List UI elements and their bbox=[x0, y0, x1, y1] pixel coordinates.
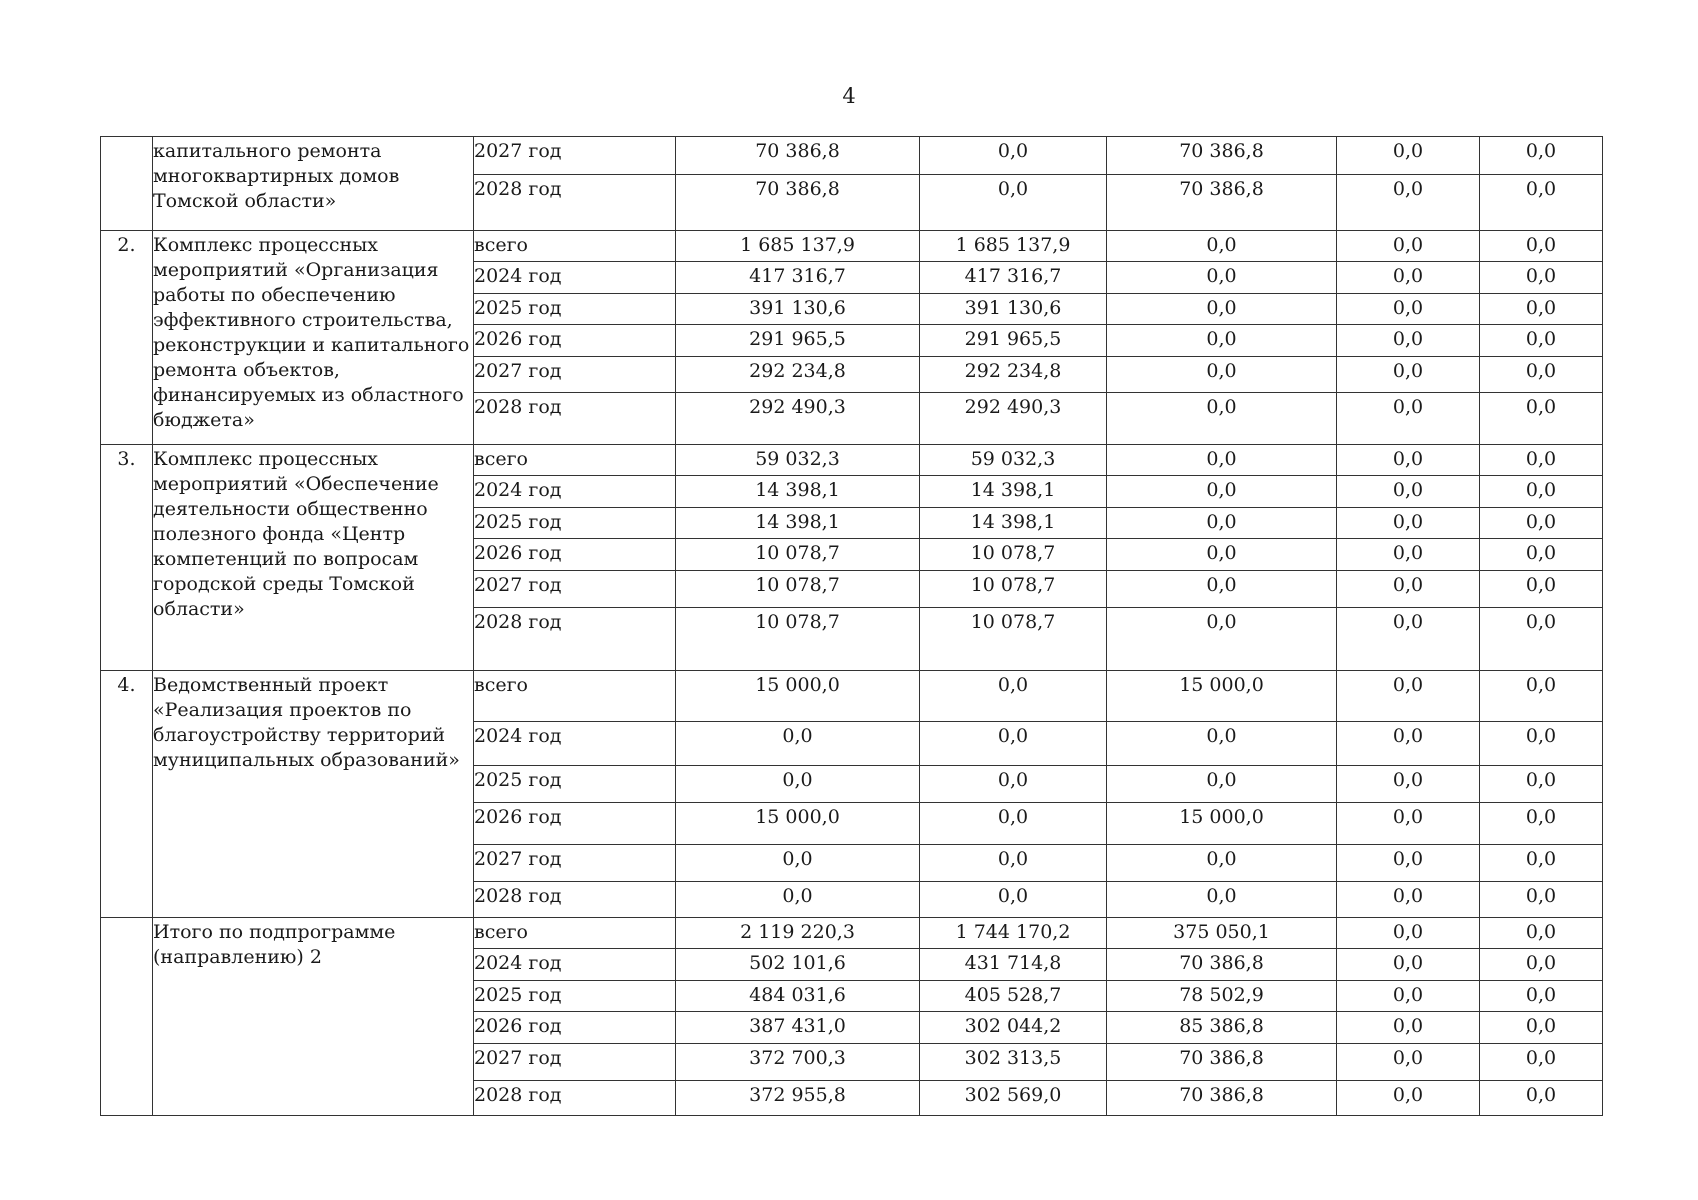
total-cell: 0,0 bbox=[676, 845, 920, 882]
federal-budget-cell: 375 050,1 bbox=[1107, 918, 1337, 949]
regional-budget-cell: 59 032,3 bbox=[920, 445, 1107, 476]
local-budget-cell: 0,0 bbox=[1337, 1081, 1480, 1116]
local-budget-cell: 0,0 bbox=[1337, 608, 1480, 671]
extrabudgetary-cell: 0,0 bbox=[1480, 1012, 1603, 1044]
section-name: Комплекс процессных мероприятий «Обеспечение деятельности общественно полезного фонда «Центр компетенций по вопросам городской среды Томской области» bbox=[153, 445, 474, 671]
total-cell: 10 078,7 bbox=[676, 608, 920, 671]
extrabudgetary-cell: 0,0 bbox=[1480, 539, 1603, 571]
extrabudgetary-cell: 0,0 bbox=[1480, 608, 1603, 671]
budget-table bbox=[100, 136, 1603, 1116]
section-number: 3. bbox=[101, 445, 153, 671]
period-cell: 2027 год bbox=[474, 571, 676, 608]
local-budget-cell: 0,0 bbox=[1337, 508, 1480, 539]
total-cell: 0,0 bbox=[676, 882, 920, 918]
extrabudgetary-cell: 0,0 bbox=[1480, 918, 1603, 949]
regional-budget-cell: 0,0 bbox=[920, 175, 1107, 231]
regional-budget-cell: 14 398,1 bbox=[920, 508, 1107, 539]
total-cell: 292 234,8 bbox=[676, 357, 920, 393]
federal-budget-cell: 0,0 bbox=[1107, 231, 1337, 262]
local-budget-cell: 0,0 bbox=[1337, 671, 1480, 722]
period-cell: всего bbox=[474, 445, 676, 476]
total-cell: 10 078,7 bbox=[676, 571, 920, 608]
table-row bbox=[101, 137, 1603, 175]
federal-budget-cell: 0,0 bbox=[1107, 608, 1337, 671]
federal-budget-cell: 0,0 bbox=[1107, 571, 1337, 608]
total-cell: 70 386,8 bbox=[676, 175, 920, 231]
period-cell: всего bbox=[474, 671, 676, 722]
table-row bbox=[101, 918, 1603, 949]
extrabudgetary-cell: 0,0 bbox=[1480, 1081, 1603, 1116]
local-budget-cell: 0,0 bbox=[1337, 722, 1480, 766]
period-cell: 2028 год bbox=[474, 608, 676, 671]
federal-budget-cell: 0,0 bbox=[1107, 325, 1337, 357]
local-budget-cell: 0,0 bbox=[1337, 137, 1480, 175]
extrabudgetary-cell: 0,0 bbox=[1480, 137, 1603, 175]
local-budget-cell: 0,0 bbox=[1337, 539, 1480, 571]
section-number bbox=[101, 918, 153, 1116]
regional-budget-cell: 391 130,6 bbox=[920, 294, 1107, 325]
regional-budget-cell: 302 313,5 bbox=[920, 1044, 1107, 1081]
local-budget-cell: 0,0 bbox=[1337, 1044, 1480, 1081]
total-cell: 391 130,6 bbox=[676, 294, 920, 325]
federal-budget-cell: 0,0 bbox=[1107, 882, 1337, 918]
table-body bbox=[101, 137, 1603, 1116]
federal-budget-cell: 85 386,8 bbox=[1107, 1012, 1337, 1044]
total-cell: 502 101,6 bbox=[676, 949, 920, 981]
extrabudgetary-cell: 0,0 bbox=[1480, 766, 1603, 803]
period-cell: 2026 год bbox=[474, 539, 676, 571]
local-budget-cell: 0,0 bbox=[1337, 981, 1480, 1012]
period-cell: 2025 год bbox=[474, 294, 676, 325]
regional-budget-cell: 417 316,7 bbox=[920, 262, 1107, 294]
extrabudgetary-cell: 0,0 bbox=[1480, 571, 1603, 608]
regional-budget-cell: 292 490,3 bbox=[920, 393, 1107, 445]
extrabudgetary-cell: 0,0 bbox=[1480, 262, 1603, 294]
extrabudgetary-cell: 0,0 bbox=[1480, 845, 1603, 882]
local-budget-cell: 0,0 bbox=[1337, 445, 1480, 476]
local-budget-cell: 0,0 bbox=[1337, 325, 1480, 357]
federal-budget-cell: 70 386,8 bbox=[1107, 175, 1337, 231]
local-budget-cell: 0,0 bbox=[1337, 766, 1480, 803]
regional-budget-cell: 14 398,1 bbox=[920, 476, 1107, 508]
total-cell: 0,0 bbox=[676, 766, 920, 803]
federal-budget-cell: 70 386,8 bbox=[1107, 949, 1337, 981]
regional-budget-cell: 302 044,2 bbox=[920, 1012, 1107, 1044]
total-cell: 70 386,8 bbox=[676, 137, 920, 175]
period-cell: всего bbox=[474, 918, 676, 949]
section-number: 4. bbox=[101, 671, 153, 918]
federal-budget-cell: 0,0 bbox=[1107, 445, 1337, 476]
federal-budget-cell: 0,0 bbox=[1107, 357, 1337, 393]
extrabudgetary-cell: 0,0 bbox=[1480, 294, 1603, 325]
period-cell: 2025 год bbox=[474, 766, 676, 803]
federal-budget-cell: 0,0 bbox=[1107, 766, 1337, 803]
period-cell: 2026 год bbox=[474, 803, 676, 845]
federal-budget-cell: 0,0 bbox=[1107, 393, 1337, 445]
federal-budget-cell: 15 000,0 bbox=[1107, 803, 1337, 845]
federal-budget-cell: 0,0 bbox=[1107, 262, 1337, 294]
total-cell: 372 955,8 bbox=[676, 1081, 920, 1116]
period-cell: 2024 год bbox=[474, 949, 676, 981]
total-cell: 10 078,7 bbox=[676, 539, 920, 571]
page-number: 4 bbox=[842, 84, 856, 108]
regional-budget-cell: 0,0 bbox=[920, 671, 1107, 722]
extrabudgetary-cell: 0,0 bbox=[1480, 882, 1603, 918]
period-cell: 2024 год bbox=[474, 722, 676, 766]
total-cell: 1 685 137,9 bbox=[676, 231, 920, 262]
table-row bbox=[101, 445, 1603, 476]
regional-budget-cell: 10 078,7 bbox=[920, 539, 1107, 571]
local-budget-cell: 0,0 bbox=[1337, 571, 1480, 608]
total-cell: 292 490,3 bbox=[676, 393, 920, 445]
period-cell: 2024 год bbox=[474, 262, 676, 294]
total-cell: 14 398,1 bbox=[676, 476, 920, 508]
extrabudgetary-cell: 0,0 bbox=[1480, 325, 1603, 357]
regional-budget-cell: 10 078,7 bbox=[920, 608, 1107, 671]
extrabudgetary-cell: 0,0 bbox=[1480, 722, 1603, 766]
section-name: Комплекс процессных мероприятий «Организация работы по обеспечению эффективного строительства, реконструкции и капитального ремонта объектов, финансируемых из областного бюджета» bbox=[153, 231, 474, 445]
federal-budget-cell: 70 386,8 bbox=[1107, 1081, 1337, 1116]
federal-budget-cell: 0,0 bbox=[1107, 539, 1337, 571]
total-cell: 15 000,0 bbox=[676, 803, 920, 845]
regional-budget-cell: 405 528,7 bbox=[920, 981, 1107, 1012]
federal-budget-cell: 78 502,9 bbox=[1107, 981, 1337, 1012]
local-budget-cell: 0,0 bbox=[1337, 918, 1480, 949]
local-budget-cell: 0,0 bbox=[1337, 175, 1480, 231]
extrabudgetary-cell: 0,0 bbox=[1480, 508, 1603, 539]
section-name: Итого по подпрограмме (направлению) 2 bbox=[153, 918, 474, 1116]
federal-budget-cell: 0,0 bbox=[1107, 722, 1337, 766]
federal-budget-cell: 70 386,8 bbox=[1107, 1044, 1337, 1081]
period-cell: 2025 год bbox=[474, 508, 676, 539]
period-cell: 2028 год bbox=[474, 1081, 676, 1116]
regional-budget-cell: 292 234,8 bbox=[920, 357, 1107, 393]
local-budget-cell: 0,0 bbox=[1337, 357, 1480, 393]
period-cell: 2025 год bbox=[474, 981, 676, 1012]
federal-budget-cell: 0,0 bbox=[1107, 476, 1337, 508]
federal-budget-cell: 0,0 bbox=[1107, 508, 1337, 539]
local-budget-cell: 0,0 bbox=[1337, 393, 1480, 445]
total-cell: 2 119 220,3 bbox=[676, 918, 920, 949]
federal-budget-cell: 70 386,8 bbox=[1107, 137, 1337, 175]
period-cell: 2026 год bbox=[474, 1012, 676, 1044]
extrabudgetary-cell: 0,0 bbox=[1480, 803, 1603, 845]
period-cell: 2028 год bbox=[474, 175, 676, 231]
period-cell: 2027 год bbox=[474, 357, 676, 393]
regional-budget-cell: 0,0 bbox=[920, 882, 1107, 918]
extrabudgetary-cell: 0,0 bbox=[1480, 231, 1603, 262]
section-name: капитального ремонта многоквартирных домов Томской области» bbox=[153, 137, 474, 231]
local-budget-cell: 0,0 bbox=[1337, 882, 1480, 918]
total-cell: 417 316,7 bbox=[676, 262, 920, 294]
section-number: 2. bbox=[101, 231, 153, 445]
extrabudgetary-cell: 0,0 bbox=[1480, 445, 1603, 476]
period-cell: 2027 год bbox=[474, 845, 676, 882]
total-cell: 14 398,1 bbox=[676, 508, 920, 539]
local-budget-cell: 0,0 bbox=[1337, 803, 1480, 845]
period-cell: 2024 год bbox=[474, 476, 676, 508]
table-row bbox=[101, 231, 1603, 262]
period-cell: 2028 год bbox=[474, 393, 676, 445]
federal-budget-cell: 15 000,0 bbox=[1107, 671, 1337, 722]
regional-budget-cell: 10 078,7 bbox=[920, 571, 1107, 608]
extrabudgetary-cell: 0,0 bbox=[1480, 981, 1603, 1012]
period-cell: 2027 год bbox=[474, 137, 676, 175]
extrabudgetary-cell: 0,0 bbox=[1480, 476, 1603, 508]
regional-budget-cell: 431 714,8 bbox=[920, 949, 1107, 981]
total-cell: 372 700,3 bbox=[676, 1044, 920, 1081]
regional-budget-cell: 302 569,0 bbox=[920, 1081, 1107, 1116]
table-row bbox=[101, 671, 1603, 722]
regional-budget-cell: 0,0 bbox=[920, 803, 1107, 845]
total-cell: 387 431,0 bbox=[676, 1012, 920, 1044]
section-number bbox=[101, 137, 153, 231]
regional-budget-cell: 1 685 137,9 bbox=[920, 231, 1107, 262]
total-cell: 59 032,3 bbox=[676, 445, 920, 476]
regional-budget-cell: 1 744 170,2 bbox=[920, 918, 1107, 949]
period-cell: всего bbox=[474, 231, 676, 262]
extrabudgetary-cell: 0,0 bbox=[1480, 671, 1603, 722]
total-cell: 291 965,5 bbox=[676, 325, 920, 357]
extrabudgetary-cell: 0,0 bbox=[1480, 1044, 1603, 1081]
extrabudgetary-cell: 0,0 bbox=[1480, 357, 1603, 393]
total-cell: 484 031,6 bbox=[676, 981, 920, 1012]
extrabudgetary-cell: 0,0 bbox=[1480, 175, 1603, 231]
local-budget-cell: 0,0 bbox=[1337, 231, 1480, 262]
total-cell: 15 000,0 bbox=[676, 671, 920, 722]
extrabudgetary-cell: 0,0 bbox=[1480, 949, 1603, 981]
regional-budget-cell: 0,0 bbox=[920, 137, 1107, 175]
local-budget-cell: 0,0 bbox=[1337, 949, 1480, 981]
regional-budget-cell: 0,0 bbox=[920, 722, 1107, 766]
period-cell: 2027 год bbox=[474, 1044, 676, 1081]
regional-budget-cell: 291 965,5 bbox=[920, 325, 1107, 357]
local-budget-cell: 0,0 bbox=[1337, 476, 1480, 508]
total-cell: 0,0 bbox=[676, 722, 920, 766]
period-cell: 2028 год bbox=[474, 882, 676, 918]
federal-budget-cell: 0,0 bbox=[1107, 294, 1337, 325]
section-name: Ведомственный проект «Реализация проектов по благоустройству территорий муниципальных образований» bbox=[153, 671, 474, 918]
local-budget-cell: 0,0 bbox=[1337, 1012, 1480, 1044]
regional-budget-cell: 0,0 bbox=[920, 845, 1107, 882]
local-budget-cell: 0,0 bbox=[1337, 845, 1480, 882]
period-cell: 2026 год bbox=[474, 325, 676, 357]
regional-budget-cell: 0,0 bbox=[920, 766, 1107, 803]
local-budget-cell: 0,0 bbox=[1337, 294, 1480, 325]
local-budget-cell: 0,0 bbox=[1337, 262, 1480, 294]
extrabudgetary-cell: 0,0 bbox=[1480, 393, 1603, 445]
federal-budget-cell: 0,0 bbox=[1107, 845, 1337, 882]
